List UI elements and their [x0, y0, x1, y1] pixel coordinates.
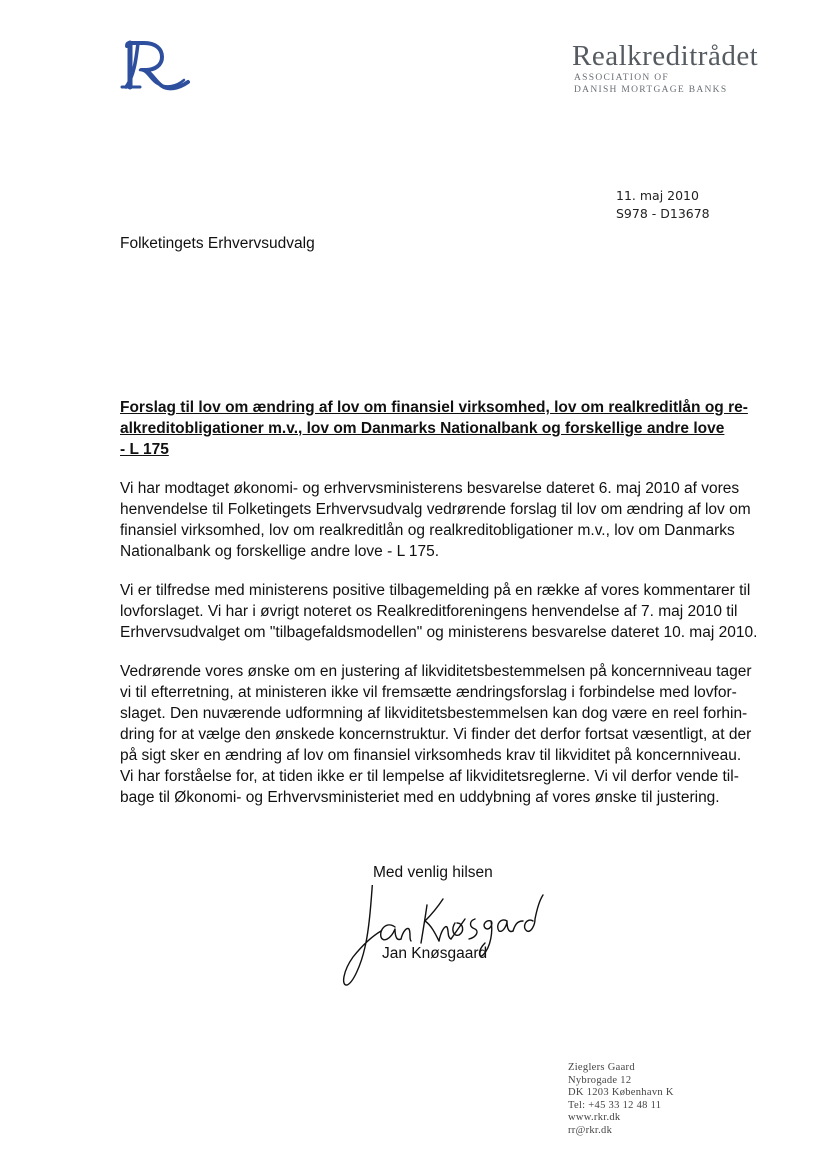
realkreditraadet-logo — [118, 40, 192, 92]
address-line: DK 1203 København K — [568, 1087, 674, 1098]
text-line: finansiel virksomhed, lov om realkreditlån og realkreditobligationer m.v., lov om Danmarks — [120, 522, 735, 539]
text-line: Vi har forståelse for, at tiden ikke er til lempelse af likviditetsreglerne. Vi vil derfor vende til- — [120, 768, 739, 785]
recipient: Folketingets Erhvervsudvalg — [120, 235, 315, 252]
text-line: Vedrørende vores ønske om en justering af likviditetsbestemmelsen på koncernniveau tager — [120, 663, 752, 680]
text-line: på sigt sker en ændring af lov om finansiel virksomheds krav til likviditet på koncernniveau. — [120, 747, 742, 764]
text-line: henvendelse til Folketingets Erhvervsudvalg vedrørende forslag til lov om ændring af lov om — [120, 501, 751, 518]
footer-address — [568, 1062, 674, 1137]
text-line: Erhvervsudvalget om "tilbagefaldsmodellen" og ministerens besvarelse dateret 10. maj 2010. — [120, 624, 758, 641]
address-line: Zieglers Gaard — [568, 1062, 635, 1073]
text-line: bage til Økonomi- og Erhvervsministeriet med en uddybning af vores ønske til justering. — [120, 789, 720, 806]
text-line: slaget. Den nuværende udformning af likviditetsbestemmelsen kan dog være en reel forhin- — [120, 705, 748, 722]
subject-line: alkreditobligationer m.v., lov om Danmarks Nationalbank og forskellige andre love — [120, 420, 725, 437]
text-line: vi til efterretning, at ministeren ikke vil fremsætte ændringsforslag i forbindelse med lovfor- — [120, 684, 737, 701]
reference-number: S978 - D13678 — [616, 206, 710, 221]
closing-salutation: Med venlig hilsen — [373, 864, 493, 881]
text-line: dring for at vælge den ønskede koncernstruktur. Vi finder det derfor fortsat væsentligt, at der — [120, 726, 752, 743]
website-link[interactable]: www.rkr.dk — [568, 1112, 621, 1123]
subject-line: - L 175 — [120, 441, 169, 458]
text-line: Vi er tilfredse med ministerens positive tilbagemelding på en række af vores kommentarer til — [120, 582, 751, 599]
email-link[interactable]: rr@rkr.dk — [568, 1124, 613, 1136]
org-subtitle-line1: ASSOCIATION OF — [574, 73, 670, 83]
address-line: Nybrogade 12 — [568, 1074, 632, 1086]
subject-heading — [120, 397, 760, 460]
org-subtitle-line2: DANISH MORTGAGE BANKS — [574, 85, 728, 95]
text-line: lovforslaget. Vi har i øvrigt noteret os Realkreditforeningens henvendelse af 7. maj 2010 til — [120, 603, 738, 620]
letter-date: 11. maj 2010 — [616, 188, 699, 203]
text-line: Nationalbank og forskellige andre love - L 175. — [120, 543, 440, 560]
body-paragraph-2 — [120, 580, 760, 643]
org-name: Realkreditrådet — [572, 40, 759, 72]
subject-line: Forslag til lov om ændring af lov om finansiel virksomhed, lov om realkreditlån og re- — [120, 399, 748, 416]
handwritten-signature — [335, 885, 550, 995]
address-line: Tel: +45 33 12 48 11 — [568, 1099, 662, 1111]
body-paragraph-3 — [120, 661, 760, 808]
body-paragraph-1 — [120, 478, 760, 562]
text-line: Vi har modtaget økonomi- og erhvervsministerens besvarelse dateret 6. maj 2010 af vores — [120, 480, 740, 497]
signer-name: Jan Knøsgaard — [382, 945, 488, 962]
